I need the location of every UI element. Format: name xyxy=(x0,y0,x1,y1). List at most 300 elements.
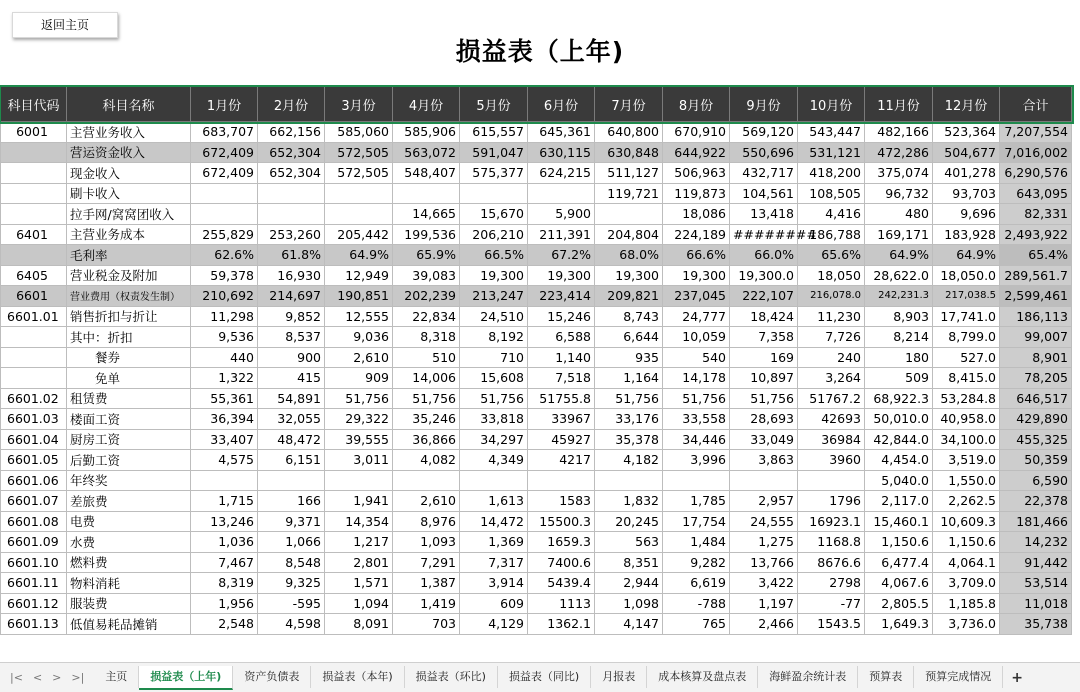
month-value-cell[interactable]: 66.5% xyxy=(460,245,528,266)
month-value-cell[interactable]: 51,756 xyxy=(460,388,528,409)
month-value-cell[interactable]: 211,391 xyxy=(528,224,595,245)
column-header[interactable]: 4月份 xyxy=(393,87,460,122)
month-value-cell[interactable]: 1,571 xyxy=(325,573,393,594)
month-value-cell[interactable]: 17,741.0 xyxy=(933,306,1000,327)
month-value-cell[interactable]: 67.2% xyxy=(528,245,595,266)
month-value-cell[interactable]: 1,150.6 xyxy=(933,532,1000,553)
column-header[interactable]: 9月份 xyxy=(730,87,798,122)
account-code-cell[interactable]: 6601.03 xyxy=(1,409,67,430)
month-value-cell[interactable] xyxy=(258,204,325,225)
month-value-cell[interactable]: 7,726 xyxy=(798,327,865,348)
month-value-cell[interactable]: 1113 xyxy=(528,593,595,614)
month-value-cell[interactable]: 51,756 xyxy=(663,388,730,409)
account-name-cell[interactable]: 免单 xyxy=(67,368,191,389)
month-value-cell[interactable]: 472,286 xyxy=(865,142,933,163)
month-value-cell[interactable]: 644,922 xyxy=(663,142,730,163)
account-name-cell[interactable]: 主营业务收入 xyxy=(67,122,191,143)
account-code-cell[interactable]: 6601.12 xyxy=(1,593,67,614)
account-code-cell[interactable]: 6401 xyxy=(1,224,67,245)
month-value-cell[interactable]: 672,409 xyxy=(191,142,258,163)
month-value-cell[interactable]: 66.0% xyxy=(730,245,798,266)
month-value-cell[interactable]: 575,377 xyxy=(460,163,528,184)
month-value-cell[interactable]: 33,407 xyxy=(191,429,258,450)
month-value-cell[interactable] xyxy=(528,470,595,491)
month-value-cell[interactable]: 62.6% xyxy=(191,245,258,266)
month-value-cell[interactable]: 51755.8 xyxy=(528,388,595,409)
month-value-cell[interactable]: 223,414 xyxy=(528,286,595,307)
month-value-cell[interactable]: 3,709.0 xyxy=(933,573,1000,594)
total-cell[interactable]: 22,378 xyxy=(1000,491,1072,512)
month-value-cell[interactable]: 900 xyxy=(258,347,325,368)
total-cell[interactable]: 11,018 xyxy=(1000,593,1072,614)
total-cell[interactable]: 455,325 xyxy=(1000,429,1072,450)
account-code-cell[interactable]: 6405 xyxy=(1,265,67,286)
month-value-cell[interactable]: 14,354 xyxy=(325,511,393,532)
month-value-cell[interactable]: 8,743 xyxy=(595,306,663,327)
month-value-cell[interactable]: 209,821 xyxy=(595,286,663,307)
month-value-cell[interactable]: 6,477.4 xyxy=(865,552,933,573)
sheet-tab[interactable]: 预算完成情况 xyxy=(914,666,1003,688)
month-value-cell[interactable]: 169,171 xyxy=(865,224,933,245)
month-value-cell[interactable]: 59,378 xyxy=(191,265,258,286)
month-value-cell[interactable]: 13,418 xyxy=(730,204,798,225)
account-name-cell[interactable]: 服装费 xyxy=(67,593,191,614)
account-name-cell[interactable]: 刷卡收入 xyxy=(67,183,191,204)
account-name-cell[interactable]: 厨房工资 xyxy=(67,429,191,450)
month-value-cell[interactable]: 1,715 xyxy=(191,491,258,512)
account-code-cell[interactable]: 6601.08 xyxy=(1,511,67,532)
month-value-cell[interactable]: 3,011 xyxy=(325,450,393,471)
month-value-cell[interactable]: 4,129 xyxy=(460,614,528,635)
month-value-cell[interactable]: 5,900 xyxy=(528,204,595,225)
month-value-cell[interactable]: 11,298 xyxy=(191,306,258,327)
month-value-cell[interactable]: 65.9% xyxy=(393,245,460,266)
sheet-tab[interactable]: 成本核算及盘点表 xyxy=(647,666,758,688)
month-value-cell[interactable]: 169 xyxy=(730,347,798,368)
month-value-cell[interactable]: 6,644 xyxy=(595,327,663,348)
month-value-cell[interactable]: 7,358 xyxy=(730,327,798,348)
month-value-cell[interactable]: 509 xyxy=(865,368,933,389)
month-value-cell[interactable]: 35,246 xyxy=(393,409,460,430)
month-value-cell[interactable]: 166 xyxy=(258,491,325,512)
account-code-cell[interactable] xyxy=(1,183,67,204)
month-value-cell[interactable] xyxy=(460,183,528,204)
month-value-cell[interactable]: 527.0 xyxy=(933,347,1000,368)
month-value-cell[interactable]: 54,891 xyxy=(258,388,325,409)
column-header[interactable]: 6月份 xyxy=(528,87,595,122)
month-value-cell[interactable]: 670,910 xyxy=(663,122,730,143)
month-value-cell[interactable]: 45927 xyxy=(528,429,595,450)
month-value-cell[interactable]: 68,922.3 xyxy=(865,388,933,409)
account-code-cell[interactable] xyxy=(1,368,67,389)
month-value-cell[interactable]: 33967 xyxy=(528,409,595,430)
month-value-cell[interactable]: 29,322 xyxy=(325,409,393,430)
total-cell[interactable]: 91,442 xyxy=(1000,552,1072,573)
month-value-cell[interactable]: 19,300 xyxy=(528,265,595,286)
month-value-cell[interactable]: 432,717 xyxy=(730,163,798,184)
month-value-cell[interactable]: 703 xyxy=(393,614,460,635)
total-cell[interactable]: 99,007 xyxy=(1000,327,1072,348)
month-value-cell[interactable]: 16923.1 xyxy=(798,511,865,532)
month-value-cell[interactable]: 504,677 xyxy=(933,142,1000,163)
month-value-cell[interactable]: 3,996 xyxy=(663,450,730,471)
account-name-cell[interactable]: 销售折扣与折让 xyxy=(67,306,191,327)
month-value-cell[interactable]: 183,928 xyxy=(933,224,1000,245)
total-cell[interactable]: 65.4% xyxy=(1000,245,1072,266)
month-value-cell[interactable]: 108,505 xyxy=(798,183,865,204)
month-value-cell[interactable]: 36984 xyxy=(798,429,865,450)
month-value-cell[interactable]: 34,446 xyxy=(663,429,730,450)
month-value-cell[interactable]: 7400.6 xyxy=(528,552,595,573)
month-value-cell[interactable]: 4,147 xyxy=(595,614,663,635)
month-value-cell[interactable]: 64.9% xyxy=(933,245,1000,266)
month-value-cell[interactable]: 630,115 xyxy=(528,142,595,163)
month-value-cell[interactable]: 8,548 xyxy=(258,552,325,573)
month-value-cell[interactable]: 11,230 xyxy=(798,306,865,327)
account-name-cell[interactable]: 营业税金及附加 xyxy=(67,265,191,286)
total-cell[interactable]: 289,561.7 xyxy=(1000,265,1072,286)
month-value-cell[interactable] xyxy=(191,204,258,225)
month-value-cell[interactable]: 9,696 xyxy=(933,204,1000,225)
account-code-cell[interactable]: 6601.05 xyxy=(1,450,67,471)
month-value-cell[interactable]: 630,848 xyxy=(595,142,663,163)
total-cell[interactable]: 2,599,461 xyxy=(1000,286,1072,307)
month-value-cell[interactable]: 8,976 xyxy=(393,511,460,532)
month-value-cell[interactable]: 2,262.5 xyxy=(933,491,1000,512)
month-value-cell[interactable]: 1583 xyxy=(528,491,595,512)
total-cell[interactable]: 82,331 xyxy=(1000,204,1072,225)
month-value-cell[interactable]: 51,756 xyxy=(325,388,393,409)
month-value-cell[interactable]: 482,166 xyxy=(865,122,933,143)
month-value-cell[interactable]: 10,059 xyxy=(663,327,730,348)
month-value-cell[interactable]: 204,804 xyxy=(595,224,663,245)
account-code-cell[interactable] xyxy=(1,142,67,163)
month-value-cell[interactable]: 4217 xyxy=(528,450,595,471)
month-value-cell[interactable]: 214,697 xyxy=(258,286,325,307)
sheet-tab[interactable]: 损益表（同比) xyxy=(498,666,591,688)
month-value-cell[interactable]: 9,536 xyxy=(191,327,258,348)
month-value-cell[interactable]: 8,091 xyxy=(325,614,393,635)
month-value-cell[interactable]: 2,805.5 xyxy=(865,593,933,614)
month-value-cell[interactable] xyxy=(258,470,325,491)
month-value-cell[interactable]: 4,416 xyxy=(798,204,865,225)
month-value-cell[interactable]: 1,322 xyxy=(191,368,258,389)
month-value-cell[interactable]: 1168.8 xyxy=(798,532,865,553)
month-value-cell[interactable] xyxy=(393,183,460,204)
month-value-cell[interactable]: 19,300.0 xyxy=(730,265,798,286)
total-cell[interactable]: 643,095 xyxy=(1000,183,1072,204)
month-value-cell[interactable]: 1,369 xyxy=(460,532,528,553)
account-name-cell[interactable]: 楼面工资 xyxy=(67,409,191,430)
month-value-cell[interactable]: 1,098 xyxy=(595,593,663,614)
month-value-cell[interactable]: 206,210 xyxy=(460,224,528,245)
month-value-cell[interactable]: 1,140 xyxy=(528,347,595,368)
month-value-cell[interactable]: 213,247 xyxy=(460,286,528,307)
month-value-cell[interactable]: 24,777 xyxy=(663,306,730,327)
month-value-cell[interactable]: 35,378 xyxy=(595,429,663,450)
month-value-cell[interactable]: 1,094 xyxy=(325,593,393,614)
total-cell[interactable]: 429,890 xyxy=(1000,409,1072,430)
month-value-cell[interactable]: 18,050.0 xyxy=(933,265,1000,286)
month-value-cell[interactable]: 180 xyxy=(865,347,933,368)
month-value-cell[interactable]: 15,608 xyxy=(460,368,528,389)
month-value-cell[interactable]: 585,060 xyxy=(325,122,393,143)
account-code-cell[interactable]: 6601.07 xyxy=(1,491,67,512)
month-value-cell[interactable]: 36,866 xyxy=(393,429,460,450)
column-header[interactable]: 8月份 xyxy=(663,87,730,122)
total-cell[interactable]: 8,901 xyxy=(1000,347,1072,368)
month-value-cell[interactable]: 572,505 xyxy=(325,142,393,163)
first-sheet-icon[interactable]: |< xyxy=(10,671,23,684)
month-value-cell[interactable]: 569,120 xyxy=(730,122,798,143)
prev-sheet-icon[interactable]: < xyxy=(32,671,43,684)
month-value-cell[interactable]: ######## xyxy=(730,224,798,245)
month-value-cell[interactable]: -77 xyxy=(798,593,865,614)
month-value-cell[interactable]: 4,349 xyxy=(460,450,528,471)
month-value-cell[interactable]: 18,050 xyxy=(798,265,865,286)
month-value-cell[interactable]: -595 xyxy=(258,593,325,614)
column-header[interactable]: 科目名称 xyxy=(67,87,191,122)
month-value-cell[interactable]: 3,264 xyxy=(798,368,865,389)
account-code-cell[interactable]: 6601.06 xyxy=(1,470,67,491)
month-value-cell[interactable]: 216,078.0 xyxy=(798,286,865,307)
month-value-cell[interactable]: 480 xyxy=(865,204,933,225)
month-value-cell[interactable]: 609 xyxy=(460,593,528,614)
month-value-cell[interactable]: 32,055 xyxy=(258,409,325,430)
month-value-cell[interactable]: 222,107 xyxy=(730,286,798,307)
month-value-cell[interactable]: 3960 xyxy=(798,450,865,471)
month-value-cell[interactable] xyxy=(258,183,325,204)
account-name-cell[interactable]: 营业费用（权责发生制） xyxy=(67,286,191,307)
month-value-cell[interactable]: 19,300 xyxy=(595,265,663,286)
month-value-cell[interactable]: 640,800 xyxy=(595,122,663,143)
month-value-cell[interactable]: 9,325 xyxy=(258,573,325,594)
account-name-cell[interactable]: 水费 xyxy=(67,532,191,553)
month-value-cell[interactable]: 8,319 xyxy=(191,573,258,594)
month-value-cell[interactable]: 2,944 xyxy=(595,573,663,594)
sheet-tab[interactable]: 损益表（本年) xyxy=(311,666,404,688)
month-value-cell[interactable]: 9,371 xyxy=(258,511,325,532)
month-value-cell[interactable]: 375,074 xyxy=(865,163,933,184)
account-code-cell[interactable]: 6601.04 xyxy=(1,429,67,450)
month-value-cell[interactable]: 237,045 xyxy=(663,286,730,307)
sheet-tab[interactable]: 预算表 xyxy=(858,666,914,688)
column-header[interactable]: 5月份 xyxy=(460,87,528,122)
account-name-cell[interactable]: 其中：折扣 xyxy=(67,327,191,348)
month-value-cell[interactable]: 510 xyxy=(393,347,460,368)
total-cell[interactable]: 53,514 xyxy=(1000,573,1072,594)
month-value-cell[interactable]: 2,957 xyxy=(730,491,798,512)
month-value-cell[interactable]: 1,484 xyxy=(663,532,730,553)
month-value-cell[interactable]: 506,963 xyxy=(663,163,730,184)
month-value-cell[interactable]: 64.9% xyxy=(865,245,933,266)
month-value-cell[interactable]: 61.8% xyxy=(258,245,325,266)
month-value-cell[interactable]: 8,214 xyxy=(865,327,933,348)
month-value-cell[interactable]: 2,548 xyxy=(191,614,258,635)
month-value-cell[interactable]: 1,613 xyxy=(460,491,528,512)
month-value-cell[interactable]: 119,721 xyxy=(595,183,663,204)
total-cell[interactable]: 78,205 xyxy=(1000,368,1072,389)
month-value-cell[interactable]: 4,182 xyxy=(595,450,663,471)
month-value-cell[interactable]: 36,394 xyxy=(191,409,258,430)
month-value-cell[interactable] xyxy=(798,470,865,491)
month-value-cell[interactable]: 42693 xyxy=(798,409,865,430)
next-sheet-icon[interactable]: > xyxy=(52,671,62,684)
column-header[interactable]: 科目代码 xyxy=(1,87,67,122)
month-value-cell[interactable]: 1,164 xyxy=(595,368,663,389)
month-value-cell[interactable]: 1,649.3 xyxy=(865,614,933,635)
month-value-cell[interactable]: 4,454.0 xyxy=(865,450,933,471)
month-value-cell[interactable] xyxy=(325,183,393,204)
month-value-cell[interactable] xyxy=(191,470,258,491)
month-value-cell[interactable]: 14,178 xyxy=(663,368,730,389)
month-value-cell[interactable]: 51,756 xyxy=(393,388,460,409)
total-cell[interactable]: 6,290,576 xyxy=(1000,163,1072,184)
month-value-cell[interactable] xyxy=(528,183,595,204)
month-value-cell[interactable]: 523,364 xyxy=(933,122,1000,143)
month-value-cell[interactable]: 5,040.0 xyxy=(865,470,933,491)
account-name-cell[interactable]: 餐券 xyxy=(67,347,191,368)
month-value-cell[interactable]: 2,801 xyxy=(325,552,393,573)
month-value-cell[interactable]: 224,189 xyxy=(663,224,730,245)
account-code-cell[interactable]: 6001 xyxy=(1,122,67,143)
back-to-home-button[interactable]: 返回主页 xyxy=(12,12,118,38)
month-value-cell[interactable]: 3,736.0 xyxy=(933,614,1000,635)
month-value-cell[interactable]: 51767.2 xyxy=(798,388,865,409)
account-name-cell[interactable]: 拉手网/窝窝团收入 xyxy=(67,204,191,225)
month-value-cell[interactable]: 1796 xyxy=(798,491,865,512)
sheet-tab[interactable]: 月报表 xyxy=(591,666,647,688)
month-value-cell[interactable] xyxy=(595,204,663,225)
month-value-cell[interactable]: 15,460.1 xyxy=(865,511,933,532)
month-value-cell[interactable] xyxy=(325,204,393,225)
month-value-cell[interactable] xyxy=(460,470,528,491)
account-code-cell[interactable] xyxy=(1,163,67,184)
total-cell[interactable]: 50,359 xyxy=(1000,450,1072,471)
month-value-cell[interactable]: 242,231.3 xyxy=(865,286,933,307)
month-value-cell[interactable]: 34,100.0 xyxy=(933,429,1000,450)
month-value-cell[interactable]: 440 xyxy=(191,347,258,368)
month-value-cell[interactable]: 50,010.0 xyxy=(865,409,933,430)
month-value-cell[interactable]: 2,610 xyxy=(325,347,393,368)
month-value-cell[interactable]: 418,200 xyxy=(798,163,865,184)
account-code-cell[interactable]: 6601 xyxy=(1,286,67,307)
month-value-cell[interactable]: 186,788 xyxy=(798,224,865,245)
month-value-cell[interactable]: 401,278 xyxy=(933,163,1000,184)
month-value-cell[interactable]: 51,756 xyxy=(595,388,663,409)
month-value-cell[interactable]: 14,006 xyxy=(393,368,460,389)
account-code-cell[interactable]: 6601.09 xyxy=(1,532,67,553)
month-value-cell[interactable]: 15,670 xyxy=(460,204,528,225)
account-name-cell[interactable]: 毛利率 xyxy=(67,245,191,266)
month-value-cell[interactable]: 2,466 xyxy=(730,614,798,635)
month-value-cell[interactable]: 672,409 xyxy=(191,163,258,184)
total-cell[interactable]: 14,232 xyxy=(1000,532,1072,553)
month-value-cell[interactable]: 710 xyxy=(460,347,528,368)
month-value-cell[interactable]: 1659.3 xyxy=(528,532,595,553)
month-value-cell[interactable]: 1,185.8 xyxy=(933,593,1000,614)
month-value-cell[interactable]: 19,300 xyxy=(663,265,730,286)
month-value-cell[interactable]: 935 xyxy=(595,347,663,368)
column-header[interactable]: 7月份 xyxy=(595,87,663,122)
month-value-cell[interactable]: 3,519.0 xyxy=(933,450,1000,471)
month-value-cell[interactable]: 615,557 xyxy=(460,122,528,143)
month-value-cell[interactable]: 7,317 xyxy=(460,552,528,573)
month-value-cell[interactable]: 39,083 xyxy=(393,265,460,286)
month-value-cell[interactable]: 20,245 xyxy=(595,511,663,532)
month-value-cell[interactable]: 51,756 xyxy=(730,388,798,409)
month-value-cell[interactable]: 2,117.0 xyxy=(865,491,933,512)
month-value-cell[interactable]: 2,610 xyxy=(393,491,460,512)
month-value-cell[interactable]: 3,914 xyxy=(460,573,528,594)
month-value-cell[interactable]: -788 xyxy=(663,593,730,614)
month-value-cell[interactable]: 1,150.6 xyxy=(865,532,933,553)
month-value-cell[interactable]: 1,093 xyxy=(393,532,460,553)
month-value-cell[interactable]: 540 xyxy=(663,347,730,368)
month-value-cell[interactable]: 210,692 xyxy=(191,286,258,307)
month-value-cell[interactable]: 662,156 xyxy=(258,122,325,143)
month-value-cell[interactable]: 17,754 xyxy=(663,511,730,532)
month-value-cell[interactable]: 6,619 xyxy=(663,573,730,594)
account-name-cell[interactable]: 年终奖 xyxy=(67,470,191,491)
month-value-cell[interactable]: 563,072 xyxy=(393,142,460,163)
total-cell[interactable]: 6,590 xyxy=(1000,470,1072,491)
month-value-cell[interactable]: 18,086 xyxy=(663,204,730,225)
month-value-cell[interactable]: 1,956 xyxy=(191,593,258,614)
month-value-cell[interactable]: 548,407 xyxy=(393,163,460,184)
month-value-cell[interactable] xyxy=(595,470,663,491)
month-value-cell[interactable]: 415 xyxy=(258,368,325,389)
month-value-cell[interactable]: 255,829 xyxy=(191,224,258,245)
month-value-cell[interactable]: 1,419 xyxy=(393,593,460,614)
column-header[interactable]: 10月份 xyxy=(798,87,865,122)
account-code-cell[interactable]: 6601.01 xyxy=(1,306,67,327)
column-header[interactable]: 3月份 xyxy=(325,87,393,122)
column-header[interactable]: 12月份 xyxy=(933,87,1000,122)
total-cell[interactable]: 186,113 xyxy=(1000,306,1072,327)
month-value-cell[interactable]: 1,275 xyxy=(730,532,798,553)
month-value-cell[interactable]: 6,151 xyxy=(258,450,325,471)
month-value-cell[interactable] xyxy=(663,470,730,491)
month-value-cell[interactable]: 7,467 xyxy=(191,552,258,573)
account-name-cell[interactable]: 差旅费 xyxy=(67,491,191,512)
month-value-cell[interactable]: 8,318 xyxy=(393,327,460,348)
month-value-cell[interactable]: 1543.5 xyxy=(798,614,865,635)
month-value-cell[interactable]: 28,693 xyxy=(730,409,798,430)
account-name-cell[interactable]: 物料消耗 xyxy=(67,573,191,594)
month-value-cell[interactable]: 39,555 xyxy=(325,429,393,450)
month-value-cell[interactable]: 8,903 xyxy=(865,306,933,327)
column-header[interactable]: 1月份 xyxy=(191,87,258,122)
account-name-cell[interactable]: 现金收入 xyxy=(67,163,191,184)
month-value-cell[interactable]: 40,958.0 xyxy=(933,409,1000,430)
month-value-cell[interactable]: 12,555 xyxy=(325,306,393,327)
account-name-cell[interactable]: 租赁费 xyxy=(67,388,191,409)
month-value-cell[interactable]: 8,537 xyxy=(258,327,325,348)
sheet-tab[interactable]: 损益表（环比) xyxy=(405,666,498,688)
month-value-cell[interactable]: 4,064.1 xyxy=(933,552,1000,573)
month-value-cell[interactable]: 2798 xyxy=(798,573,865,594)
month-value-cell[interactable]: 1,197 xyxy=(730,593,798,614)
month-value-cell[interactable]: 16,930 xyxy=(258,265,325,286)
month-value-cell[interactable]: 572,505 xyxy=(325,163,393,184)
month-value-cell[interactable] xyxy=(325,470,393,491)
month-value-cell[interactable]: 24,510 xyxy=(460,306,528,327)
account-code-cell[interactable]: 6601.13 xyxy=(1,614,67,635)
month-value-cell[interactable] xyxy=(730,470,798,491)
month-value-cell[interactable]: 4,575 xyxy=(191,450,258,471)
month-value-cell[interactable]: 119,873 xyxy=(663,183,730,204)
